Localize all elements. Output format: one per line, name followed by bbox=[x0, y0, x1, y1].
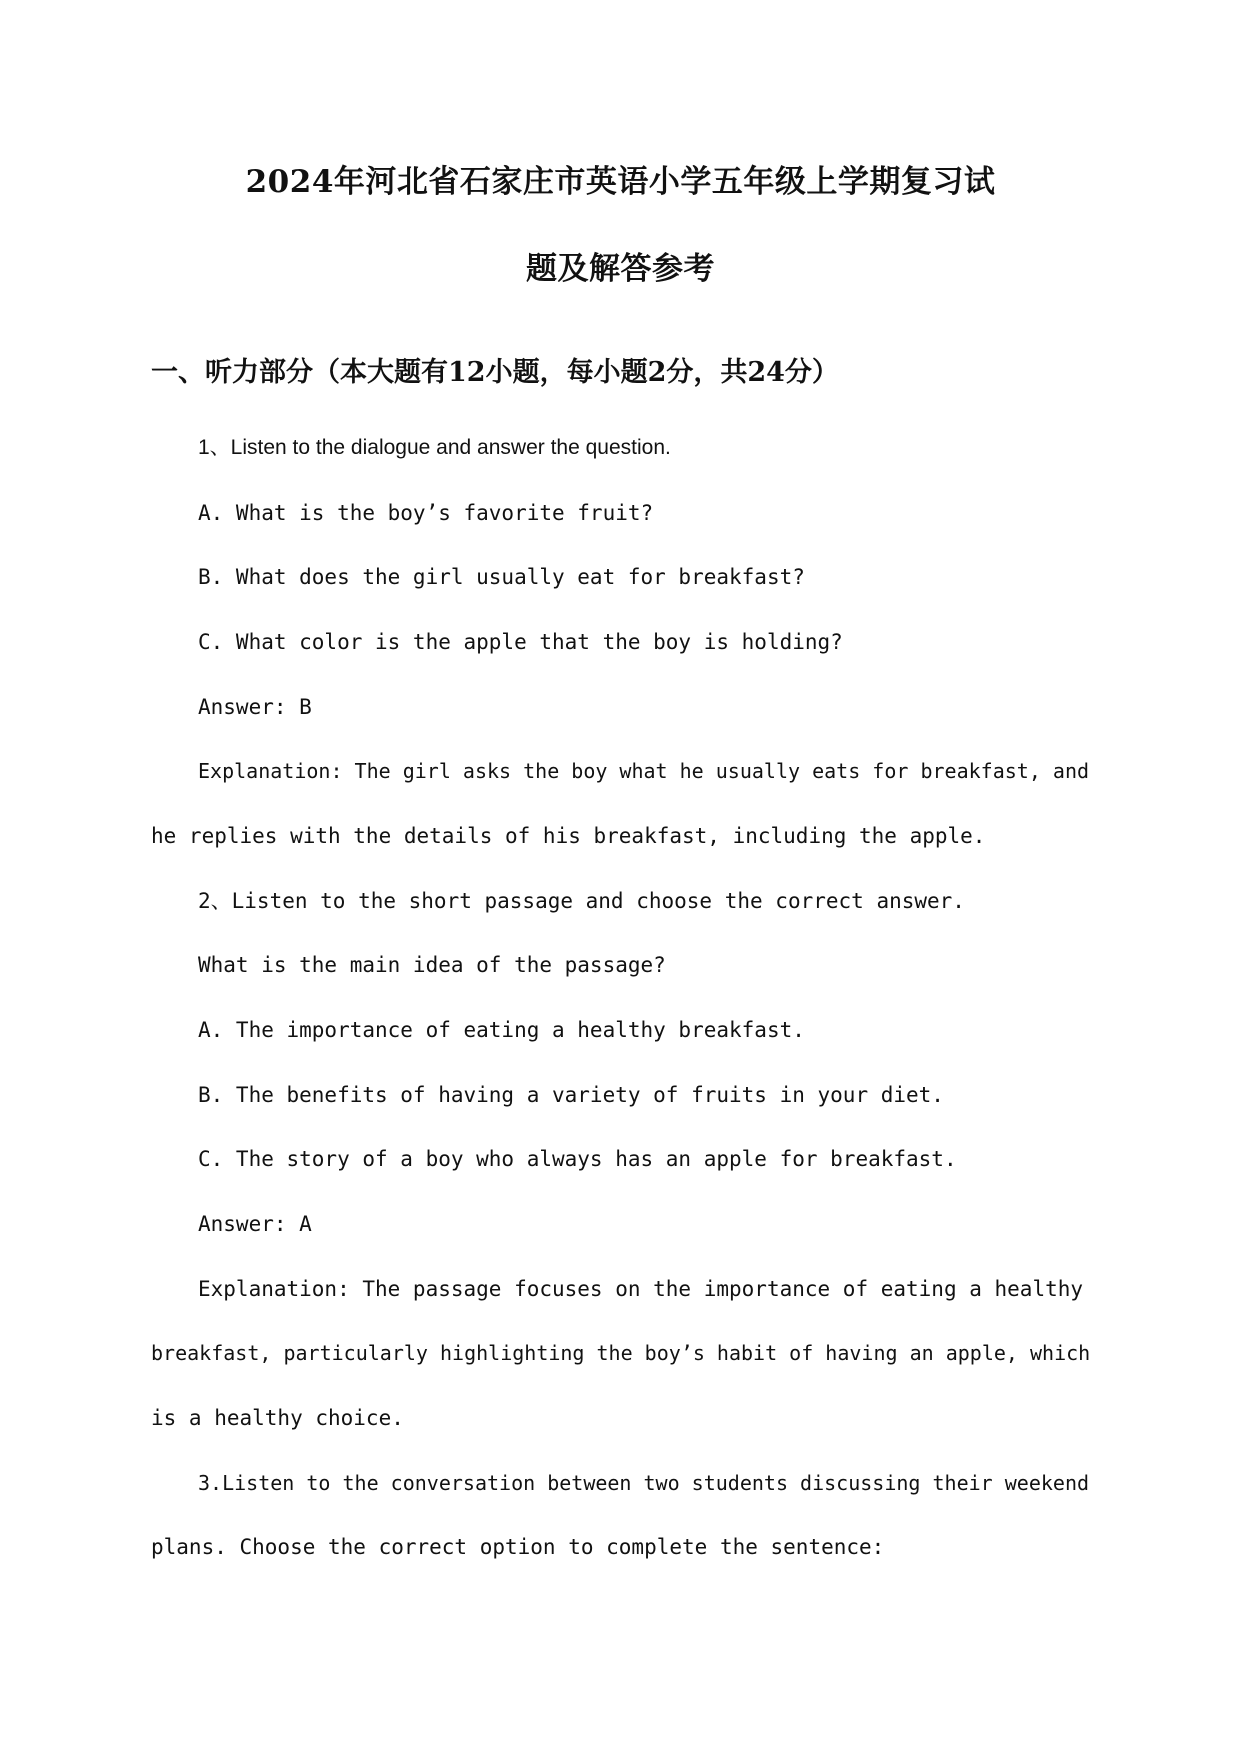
question-2-explanation-line-1: Explanation: The passage focuses on the importance of eating a healthy bbox=[198, 1277, 1084, 1301]
section-heading: 一、听力部分（本大题有12小题，每小题2分，共24分） bbox=[151, 357, 839, 388]
document-title-line-2: 题及解答参考 bbox=[526, 251, 715, 287]
question-2-option-b: B. The benefits of having a variety of fruits in your diet. bbox=[198, 1083, 944, 1107]
question-2-prompt: 2、Listen to the short passage and choose the correct answer. bbox=[198, 889, 965, 913]
question-1-prompt: 1、Listen to the dialogue and answer the question. bbox=[198, 436, 671, 459]
question-3-prompt-line-1: 3.Listen to the conversation between two students discussing their weekend bbox=[198, 1471, 1090, 1495]
question-2-explanation-line-2: breakfast, particularly highlighting the boy’s habit of having an apple, which bbox=[151, 1341, 1091, 1365]
question-3-prompt-line-2: plans. Choose the correct option to complete the sentence: bbox=[151, 1535, 885, 1559]
question-1-option-b: B. What does the girl usually eat for breakfast? bbox=[198, 565, 805, 589]
question-1-explanation-line-2: he replies with the details of his breakfast, including the apple. bbox=[151, 824, 986, 848]
question-1-answer: Answer: B bbox=[198, 695, 312, 719]
question-2-option-a: A. The importance of eating a healthy breakfast. bbox=[198, 1018, 805, 1042]
question-2-answer: Answer: A bbox=[198, 1212, 312, 1236]
question-1-explanation-line-1: Explanation: The girl asks the boy what he usually eats for breakfast, and bbox=[198, 759, 1090, 783]
question-2-sub-prompt: What is the main idea of the passage? bbox=[198, 953, 666, 977]
question-1-option-c: C. What color is the apple that the boy is holding? bbox=[198, 630, 843, 654]
question-2-option-c: C. The story of a boy who always has an apple for breakfast. bbox=[198, 1147, 957, 1171]
document-title-line-1: 2024年河北省石家庄市英语小学五年级上学期复习试 bbox=[245, 164, 996, 200]
question-2-explanation-line-3: is a healthy choice. bbox=[151, 1406, 404, 1430]
question-1-option-a: A. What is the boy’s favorite fruit? bbox=[198, 501, 654, 525]
